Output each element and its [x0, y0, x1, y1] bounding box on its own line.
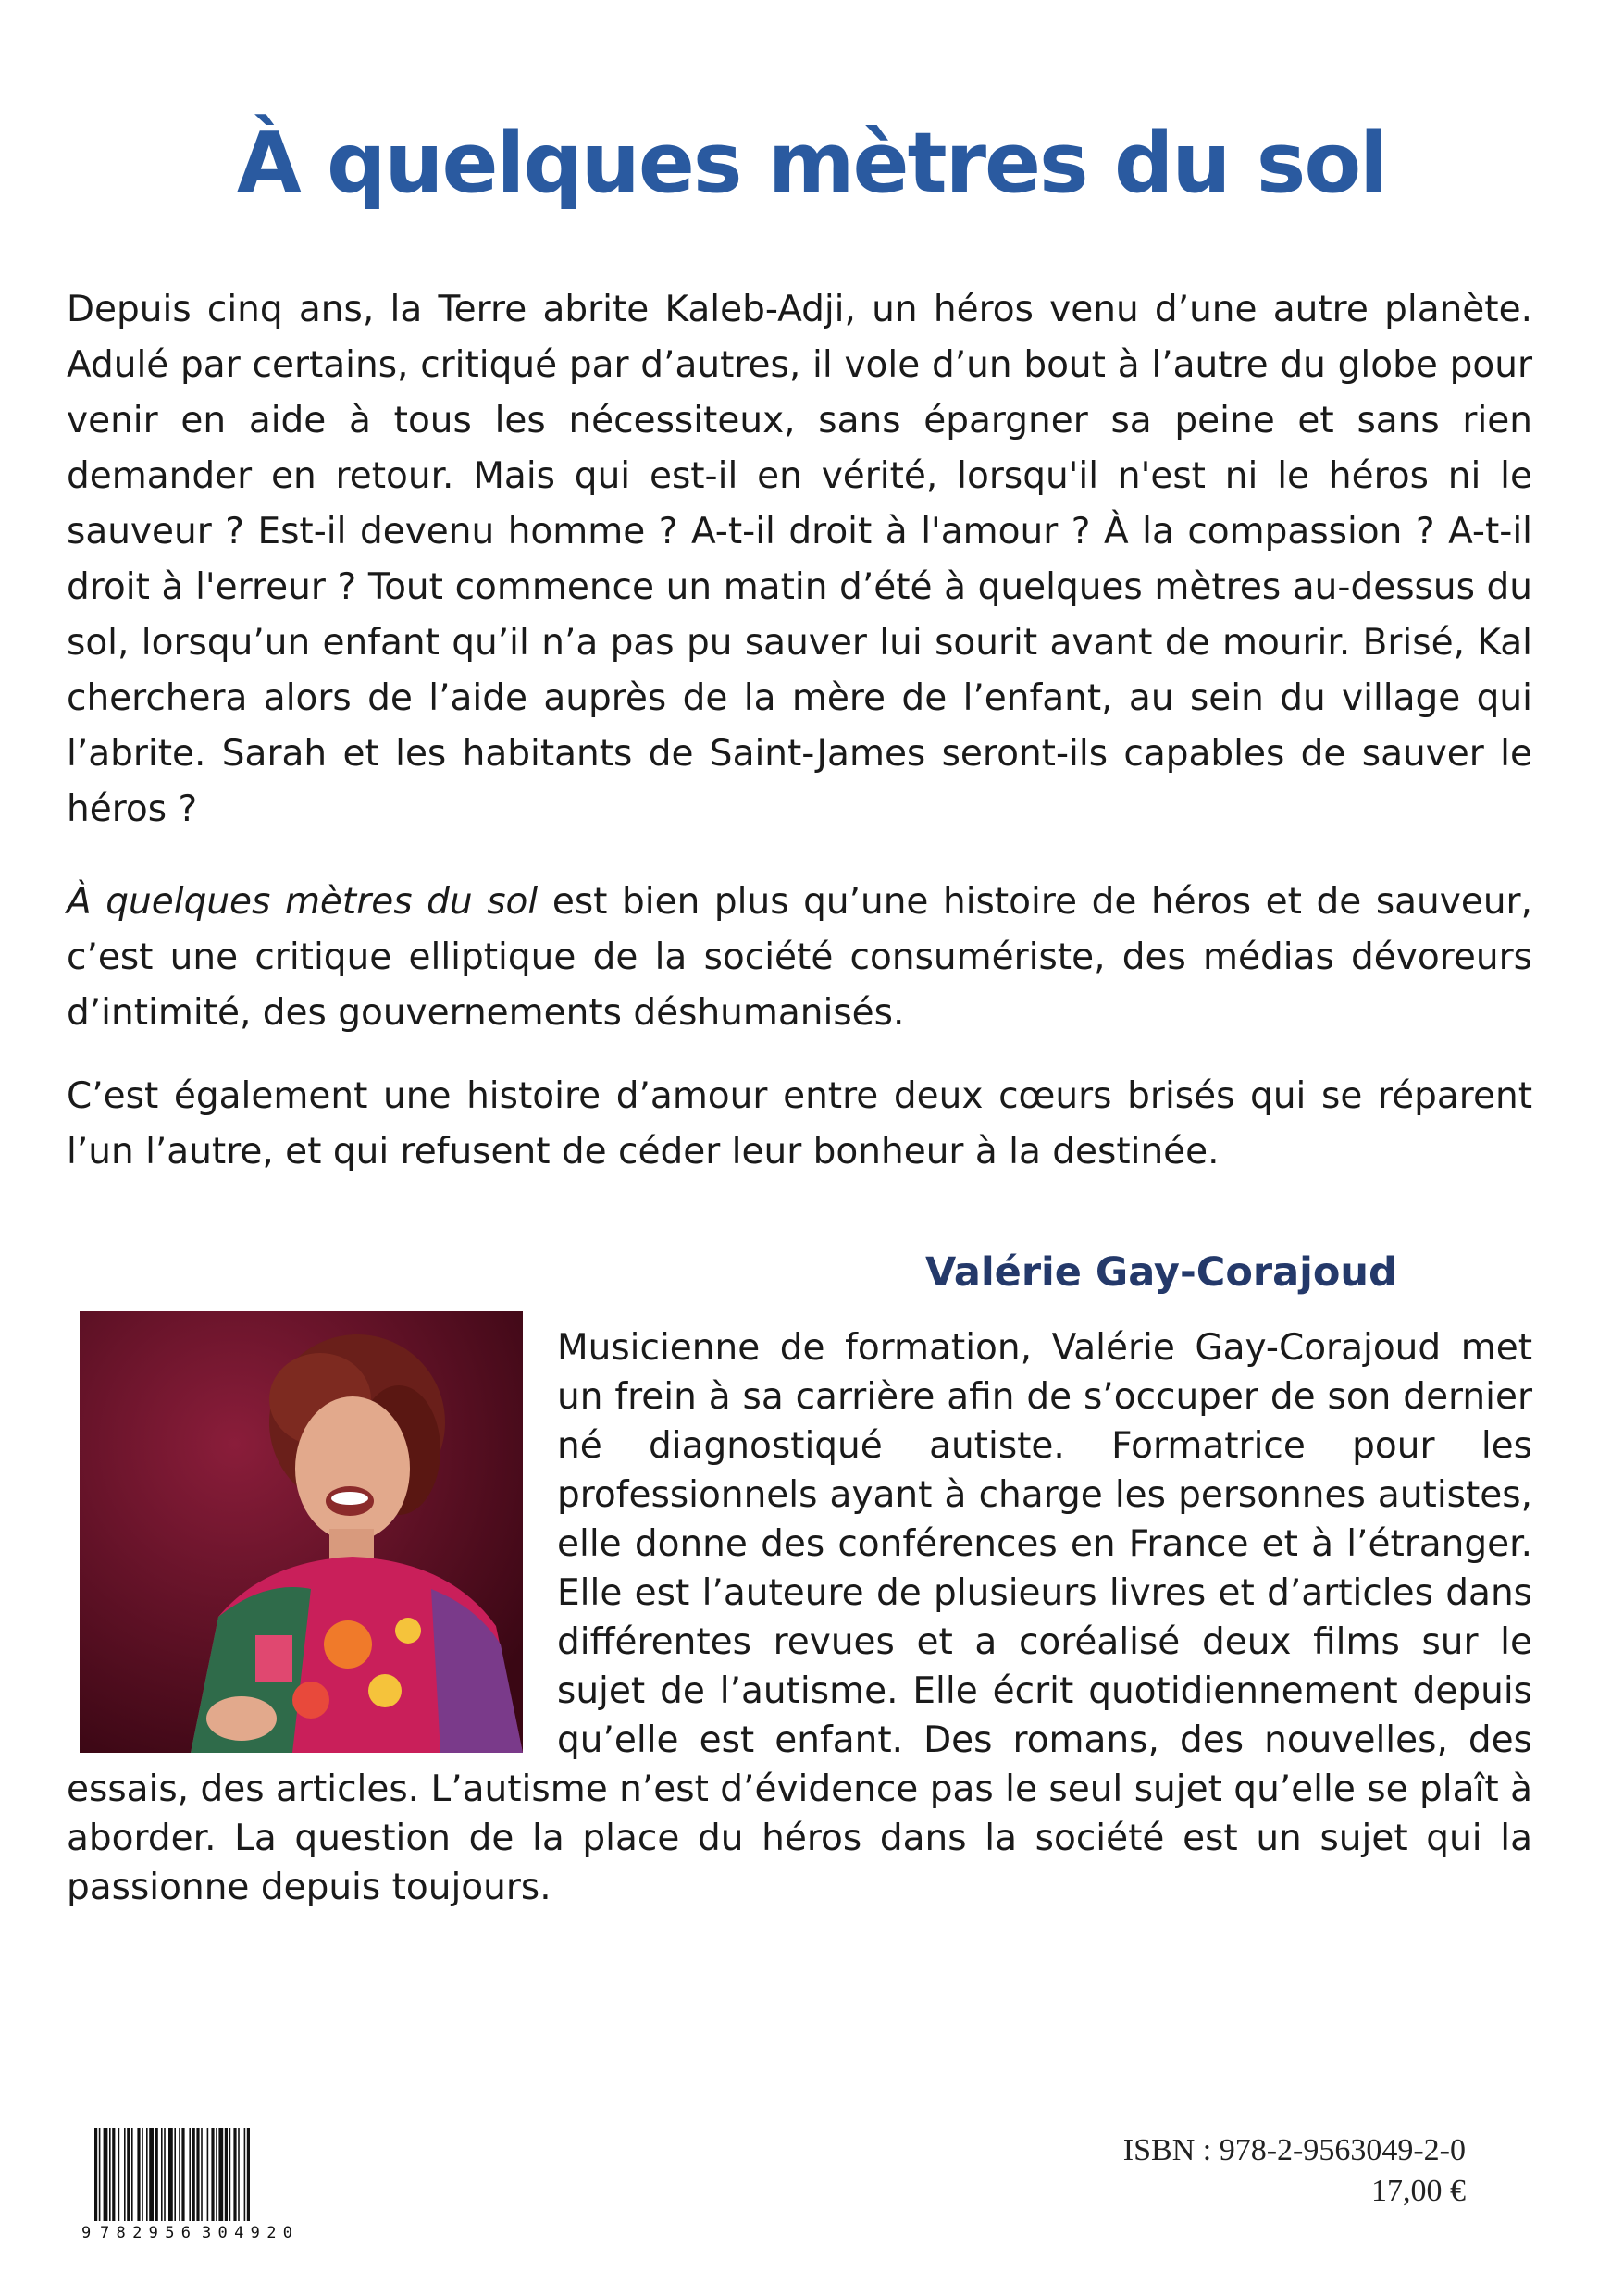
barcode-bar [238, 2128, 240, 2221]
barcode-bar [211, 2128, 214, 2221]
synopsis-italic-title: À quelques mètres du sol [67, 881, 539, 923]
barcode-bar [218, 2128, 223, 2221]
barcode-bar [189, 2128, 191, 2221]
barcode-bar [161, 2128, 163, 2221]
barcode-bars [94, 2128, 250, 2221]
barcode-digit-lead: 9 [81, 2224, 92, 2241]
barcode-bar [179, 2128, 180, 2221]
barcode-bar [168, 2128, 173, 2221]
isbn-number: ISBN : 978-2-9563049-2-0 [1122, 2133, 1466, 2167]
barcode-bar [124, 2128, 126, 2221]
barcode-bar [192, 2128, 195, 2221]
author-bio-text: Musicienne de formation, Valérie Gay-Corajoud met un frein à sa carrière afin de s’occuper de son dernier né diagnostiqué autiste. Formatrice pour les professionnels ayant à charge les personnes autistes, elle donne des conférences en France et à l’étranger. Elle est l’auteure de plusieurs livres et d’articles dans différentes revues et a coréalisé deux films sur le sujet de l’autisme. Elle écrit quotidiennement depuis qu’elle est enfant. Des romans, des nouvelles, des essais, des articles. L’autisme n’est d’évidence pas le seul sujet qu’elle se plaît à aborder. La question de la place du héros dans la société est un sujet qui la passionne depuis toujours. [67, 1327, 1532, 1908]
barcode-bar [137, 2128, 140, 2221]
barcode-bar [174, 2128, 176, 2221]
synopsis-paragraph-2-text: est bien plus qu’une histoire de héros et de sauveur, c’est une critique elliptique de la société consumériste, des médias dévoreurs d’intimité, des gouvernements déshumanisés. [67, 881, 1532, 1034]
barcode-bar [118, 2128, 120, 2221]
barcode-bar [201, 2128, 203, 2221]
barcode-digits-right: 304920 [202, 2224, 292, 2241]
barcode-bar [94, 2128, 97, 2221]
synopsis-paragraph-2 [67, 875, 1532, 1041]
barcode-bar [109, 2128, 111, 2221]
barcode-bar [247, 2128, 250, 2221]
photo-spacer [67, 1323, 557, 1742]
barcode-bar [164, 2128, 166, 2221]
barcode-bar [181, 2128, 184, 2221]
barcode-bar [131, 2128, 133, 2221]
author-biography [67, 1323, 1532, 1912]
synopsis-paragraph-3: C’est également une histoire d’amour entre deux cœurs brisés qui se réparent l’un l’autre, et qui refusent de céder leur bonheur à la destinée. [67, 1075, 1532, 1173]
barcode-bar [216, 2128, 217, 2221]
barcode-bar [146, 2128, 148, 2221]
barcode-bar [149, 2128, 154, 2221]
barcode-bar [127, 2128, 130, 2221]
synopsis-paragraph-1: Depuis cinq ans, la Terre abrite Kaleb-Adji, un héros venu d’une autre planète. Adulé par certains, critiqué par d’autres, il vole d’un bout à l’autre du globe pour venir en aide à tous les nécessiteux, sans épargner sa peine et sans rien demander en retour. Mais qui est-il en vérité, lorsqu'il n'est ni le héros ni le sauveur ? Est-il devenu homme ? A-t-il droit à l'amour ? À la compassion ? A-t-il droit à l'erreur ? Tout commence un matin d’été à quelques mètres au-dessus du sol, lorsqu’un enfant qu’il n’a pas pu sauver lui sourit avant de mourir. Brisé, Kal cherchera alors de l’aide auprès de la mère de l’enfant, au sein du village qui l’abrite. Sarah et les habitants de Saint-James seront-ils capables de sauver le héros ? [67, 289, 1532, 830]
barcode-digits-left: 782956 [100, 2224, 191, 2241]
price: 17,00 € [1371, 2174, 1466, 2208]
barcode-bar [142, 2128, 143, 2221]
barcode-bar [225, 2128, 228, 2221]
barcode-bar [99, 2128, 101, 2221]
barcode-bar [196, 2128, 199, 2221]
barcode-bar [155, 2128, 158, 2221]
barcode [81, 2128, 310, 2241]
barcode-bar [112, 2128, 115, 2221]
book-title: À quelques mètres du sol [236, 115, 1387, 212]
author-name: Valérie Gay-Corajoud [925, 1249, 1397, 1296]
isbn-block [1123, 2130, 1466, 2212]
barcode-bar [207, 2128, 209, 2221]
barcode-bar [233, 2128, 236, 2221]
barcode-bar [104, 2128, 108, 2221]
barcode-bar [244, 2128, 246, 2221]
barcode-bar [229, 2128, 231, 2221]
